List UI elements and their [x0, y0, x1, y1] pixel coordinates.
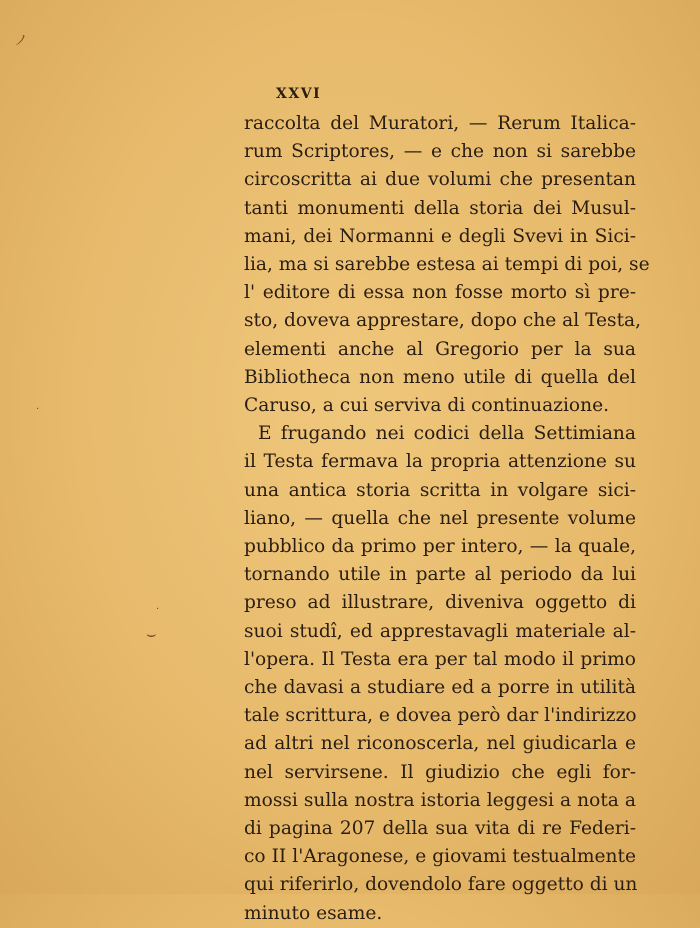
text-line: E frugando nei codici della Settimiana	[258, 423, 636, 445]
text-line: lia, ma si sarebbe estesa ai tempi di poi, se	[244, 254, 650, 276]
text-line: tanti monumenti della storia dei Musul-	[244, 197, 636, 219]
text-line: suoi studî, ed apprestavagli materiale al-	[244, 620, 636, 642]
text-line: il Testa fermava la propria attenzione su	[244, 451, 636, 473]
text-line: co II l'Aragonese, e giovami testualmente	[244, 846, 636, 868]
text-line: liano, — quella che nel presente volume	[244, 507, 636, 529]
text-line: l'opera. Il Testa era per tal modo il primo	[244, 648, 636, 670]
text-line: Caruso, a cui serviva di continuazione.	[244, 395, 609, 417]
ink-speck: ·	[156, 604, 160, 615]
text-line: che davasi a studiare ed a porre in utilità	[244, 677, 636, 699]
text-line: ad altri nel riconoscerla, nel giudicarla e	[244, 733, 636, 755]
text-line: tale scrittura, e dovea però dar l'indirizzo	[244, 705, 637, 727]
text-line: raccolta del Muratori, — Rerum Italica-	[244, 113, 636, 134]
text-line: una antica storia scritta in volgare sici-	[244, 479, 636, 501]
body-text	[244, 110, 650, 928]
text-line: circoscritta ai due volumi che presentan	[244, 169, 636, 191]
text-line: rum Scriptores, — e che non si sarebbe	[244, 141, 636, 163]
text-line: qui riferirlo, dovendolo fare oggetto di un	[244, 874, 638, 896]
text-line: Bibliotheca non meno utile di quella del	[244, 366, 636, 388]
text-line: nel servirsene. Il giudizio che egli for-	[244, 761, 636, 783]
page-number: XXVI	[276, 86, 322, 102]
ink-speck: ノ	[14, 33, 28, 49]
text-line: pubblico da primo per intero, — la quale,	[244, 536, 636, 558]
text-line: l' editore di essa non fosse morto sì pre-	[244, 282, 636, 304]
text-line: tornando utile in parte al periodo da lui	[244, 564, 636, 586]
text-line: elementi anche al Gregorio per la sua	[244, 338, 636, 360]
ink-speck: ⌣	[146, 624, 157, 643]
text-line: mani, dei Normanni e degli Svevi in Sici-	[244, 225, 636, 247]
text-line: minuto esame.	[244, 902, 383, 924]
ink-speck: ·	[36, 404, 40, 415]
text-line: di pagina 207 della sua vita di re Federi-	[244, 818, 636, 840]
text-line: preso ad illustrare, diveniva oggetto di	[244, 592, 636, 614]
text-line: mossi sulla nostra istoria leggesi a nota a	[244, 789, 636, 811]
text-line: sto, doveva apprestare, dopo che al Testa,	[244, 310, 642, 332]
